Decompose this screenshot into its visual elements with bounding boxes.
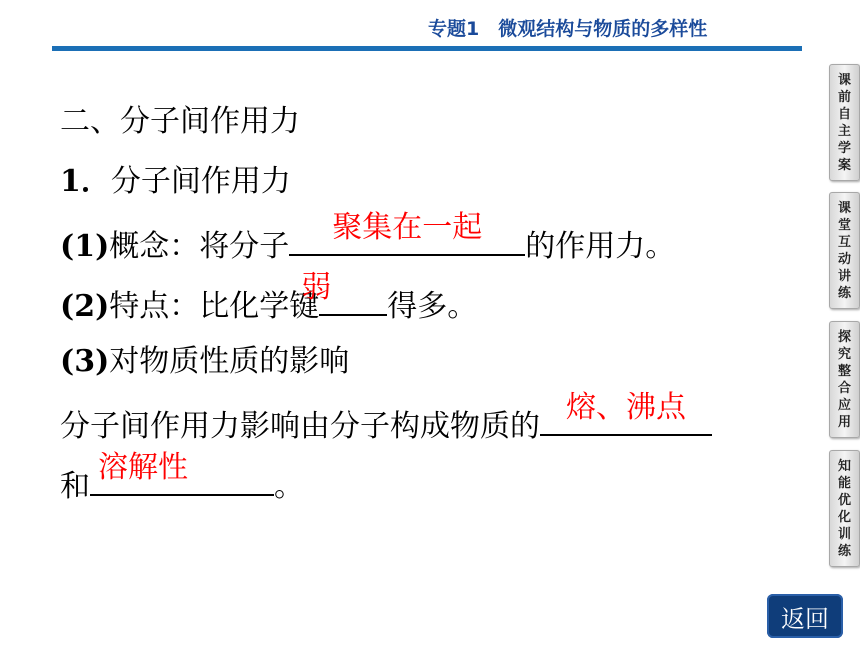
influence-line-2-prefix: 和 bbox=[60, 469, 90, 504]
section-heading-text: 二、分子间作用力 bbox=[60, 104, 300, 139]
subheading-number: 1． bbox=[60, 164, 111, 199]
header-title: 专题1 微观结构与物质的多样性 bbox=[428, 18, 708, 40]
subheading-text: 分子间作用力 bbox=[110, 164, 291, 199]
item-feature bbox=[60, 270, 478, 325]
influence-line-1-answer: 熔、沸点 bbox=[566, 390, 686, 425]
subheading bbox=[60, 164, 291, 200]
influence-line-2 bbox=[60, 450, 304, 505]
side-tab-classroom-interaction-label: 课 堂 互 动 讲 练 bbox=[837, 200, 851, 301]
influence-line-2-answer: 溶解性 bbox=[98, 450, 188, 485]
back-button[interactable]: 返回 bbox=[767, 594, 843, 638]
side-tab-optimized-training-label: 知 能 优 化 训 练 bbox=[837, 458, 851, 559]
item-concept-prefix: 概念：将分子 bbox=[109, 229, 290, 264]
header-rule bbox=[52, 46, 802, 51]
item-concept bbox=[60, 210, 676, 265]
item-influence bbox=[60, 344, 349, 380]
side-tab-preclass-study[interactable] bbox=[829, 64, 860, 181]
side-tab-classroom-interaction[interactable] bbox=[829, 192, 860, 309]
influence-line-1 bbox=[60, 390, 712, 445]
item-influence-text: 对物质性质的影响 bbox=[109, 344, 350, 379]
side-tab-inquiry-integration[interactable] bbox=[829, 321, 860, 438]
influence-line-1-prefix: 分子间作用力影响由分子构成物质的 bbox=[60, 409, 540, 444]
item-concept-number: (1) bbox=[60, 229, 110, 264]
item-concept-answer: 聚集在一起 bbox=[332, 210, 483, 245]
item-feature-blank bbox=[301, 270, 387, 316]
side-tab-optimized-training[interactable] bbox=[829, 450, 860, 567]
side-tab-preclass-study-label: 课 前 自 主 学 案 bbox=[837, 72, 851, 173]
item-influence-number: (3) bbox=[60, 344, 110, 379]
item-feature-number: (2) bbox=[60, 289, 110, 324]
item-feature-suffix: 得多。 bbox=[387, 289, 478, 324]
influence-line-2-blank bbox=[90, 450, 274, 496]
section-heading bbox=[60, 104, 300, 140]
item-concept-suffix: 的作用力。 bbox=[525, 229, 676, 264]
side-tab-inquiry-integration-label: 探 究 整 合 应 用 bbox=[837, 329, 851, 430]
item-feature-prefix: 特点：比化学键 bbox=[109, 289, 320, 324]
item-concept-blank bbox=[289, 210, 525, 256]
influence-line-1-blank bbox=[540, 390, 712, 436]
item-feature-answer: 弱 bbox=[301, 270, 332, 305]
influence-line-2-suffix: 。 bbox=[274, 469, 304, 504]
